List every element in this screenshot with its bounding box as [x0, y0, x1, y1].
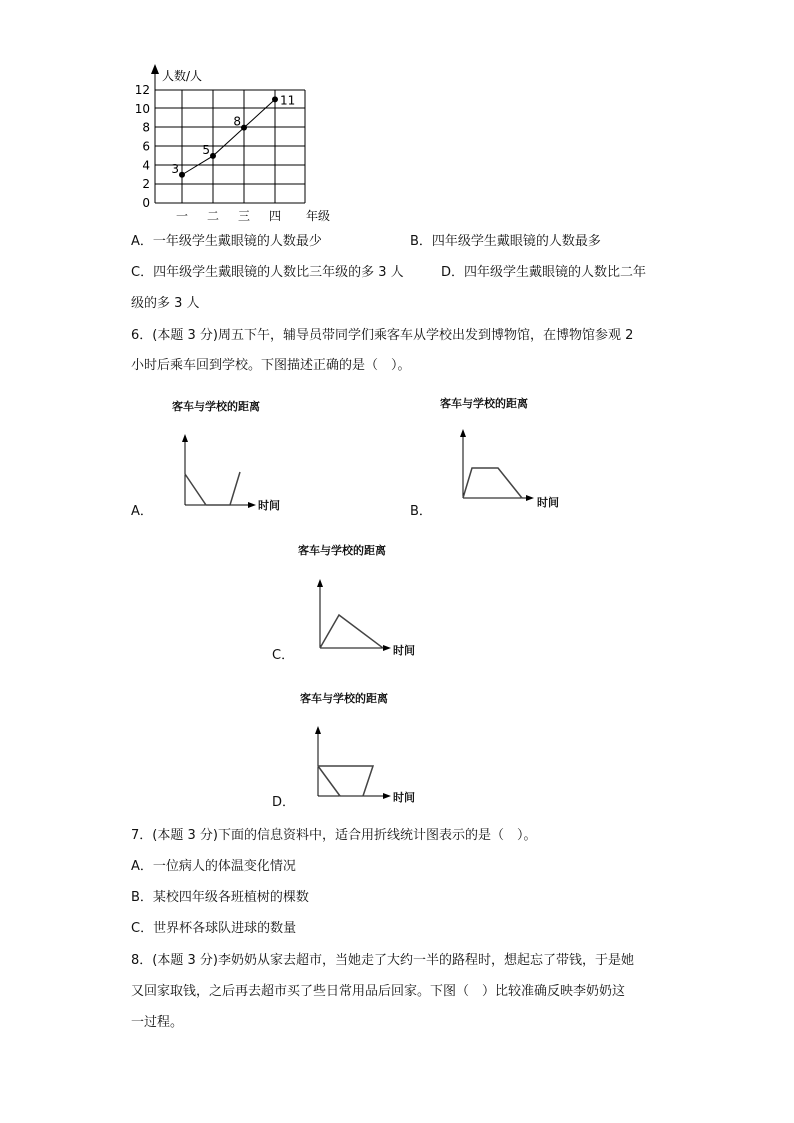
y-tick-label: 4: [142, 158, 150, 173]
q6-stem-line2: 小时后乘车回到学校。下图描述正确的是（ ）。: [131, 358, 411, 373]
q6-stem-line1: 6．(本题 3 分)周五下午，辅导员带同学们乘客车从学校出发到博物馆，在博物馆参观 2: [131, 328, 634, 343]
data-point: [179, 172, 185, 178]
x-axis-label: 年级: [306, 209, 331, 223]
data-point: [210, 153, 216, 159]
data-point: [272, 96, 278, 102]
y-tick-labels: [135, 83, 150, 210]
x-tick-labels: [176, 209, 281, 223]
data-labels: [171, 93, 295, 175]
q6-c-x-label: 时间: [393, 644, 415, 657]
series-line: [182, 99, 275, 174]
q8-stem-line1: 8．(本题 3 分)李奶奶从家去超市，当她走了大约一半的路程时，想起忘了带钱，于是她: [131, 953, 634, 968]
q5-option-b: B．四年级学生戴眼镜的人数最多: [410, 234, 601, 249]
q6-option-d-label: D．: [272, 795, 296, 810]
q6-option-b-label: B．: [410, 504, 432, 519]
q7-stem: 7．(本题 3 分)下面的信息资料中，适合用折线统计图表示的是（ ）。: [131, 828, 537, 843]
q6-option-c-label: C．: [272, 648, 295, 663]
q6-d-x-label: 时间: [393, 791, 415, 804]
x-tick-label: 四: [268, 209, 282, 223]
data-points: [179, 96, 278, 177]
q6-d-chart-title: 客车与学校的距离: [300, 692, 388, 705]
data-point: [241, 125, 247, 131]
y-axis-label: 人数/人: [162, 69, 203, 83]
q6-b-chart-title: 客车与学校的距离: [440, 397, 528, 410]
y-tick-label: 6: [142, 139, 150, 154]
line-chart: [120, 60, 350, 230]
y-tick-label: 10: [134, 101, 150, 116]
q8-stem-line3: 一过程。: [131, 1015, 184, 1030]
x-tick-label: 三: [237, 209, 251, 223]
x-tick-label: 一: [175, 209, 189, 223]
x-tick-label: 二: [206, 209, 220, 223]
data-label: 5: [202, 142, 210, 157]
q6-a-x-label: 时间: [258, 499, 280, 512]
y-tick-label: 12: [134, 83, 150, 97]
q6-option-a-label: A．: [131, 504, 153, 519]
q5-option-c: C．四年级学生戴眼镜的人数比三年级的多 3 人: [131, 265, 404, 280]
y-tick-label: 8: [142, 120, 150, 135]
q5-option-a: A．一年级学生戴眼镜的人数最少: [131, 234, 322, 249]
q6-c-chart-title: 客车与学校的距离: [298, 544, 386, 557]
q7-option-c: C．世界杯各球队进球的数量: [131, 921, 297, 936]
data-label: 8: [233, 114, 241, 129]
q6-b-x-label: 时间: [537, 496, 559, 509]
q6-a-chart-title: 客车与学校的距离: [172, 400, 260, 413]
data-label: 11: [280, 93, 296, 108]
y-tick-label: 2: [142, 177, 150, 192]
data-label: 3: [171, 161, 179, 176]
q7-option-b: B．某校四年级各班植树的棵数: [131, 890, 309, 905]
y-tick-label: 0: [142, 196, 150, 210]
q5-option-d-cont: 级的多 3 人: [131, 296, 200, 311]
q5-option-d: D．四年级学生戴眼镜的人数比二年: [441, 265, 647, 280]
q8-stem-line2: 又回家取钱，之后再去超市买了些日常用品后回家。下图（ ）比较准确反映李奶奶这: [131, 984, 626, 999]
y-axis-arrow: [151, 64, 159, 74]
q7-option-a: A．一位病人的体温变化情况: [131, 859, 296, 874]
